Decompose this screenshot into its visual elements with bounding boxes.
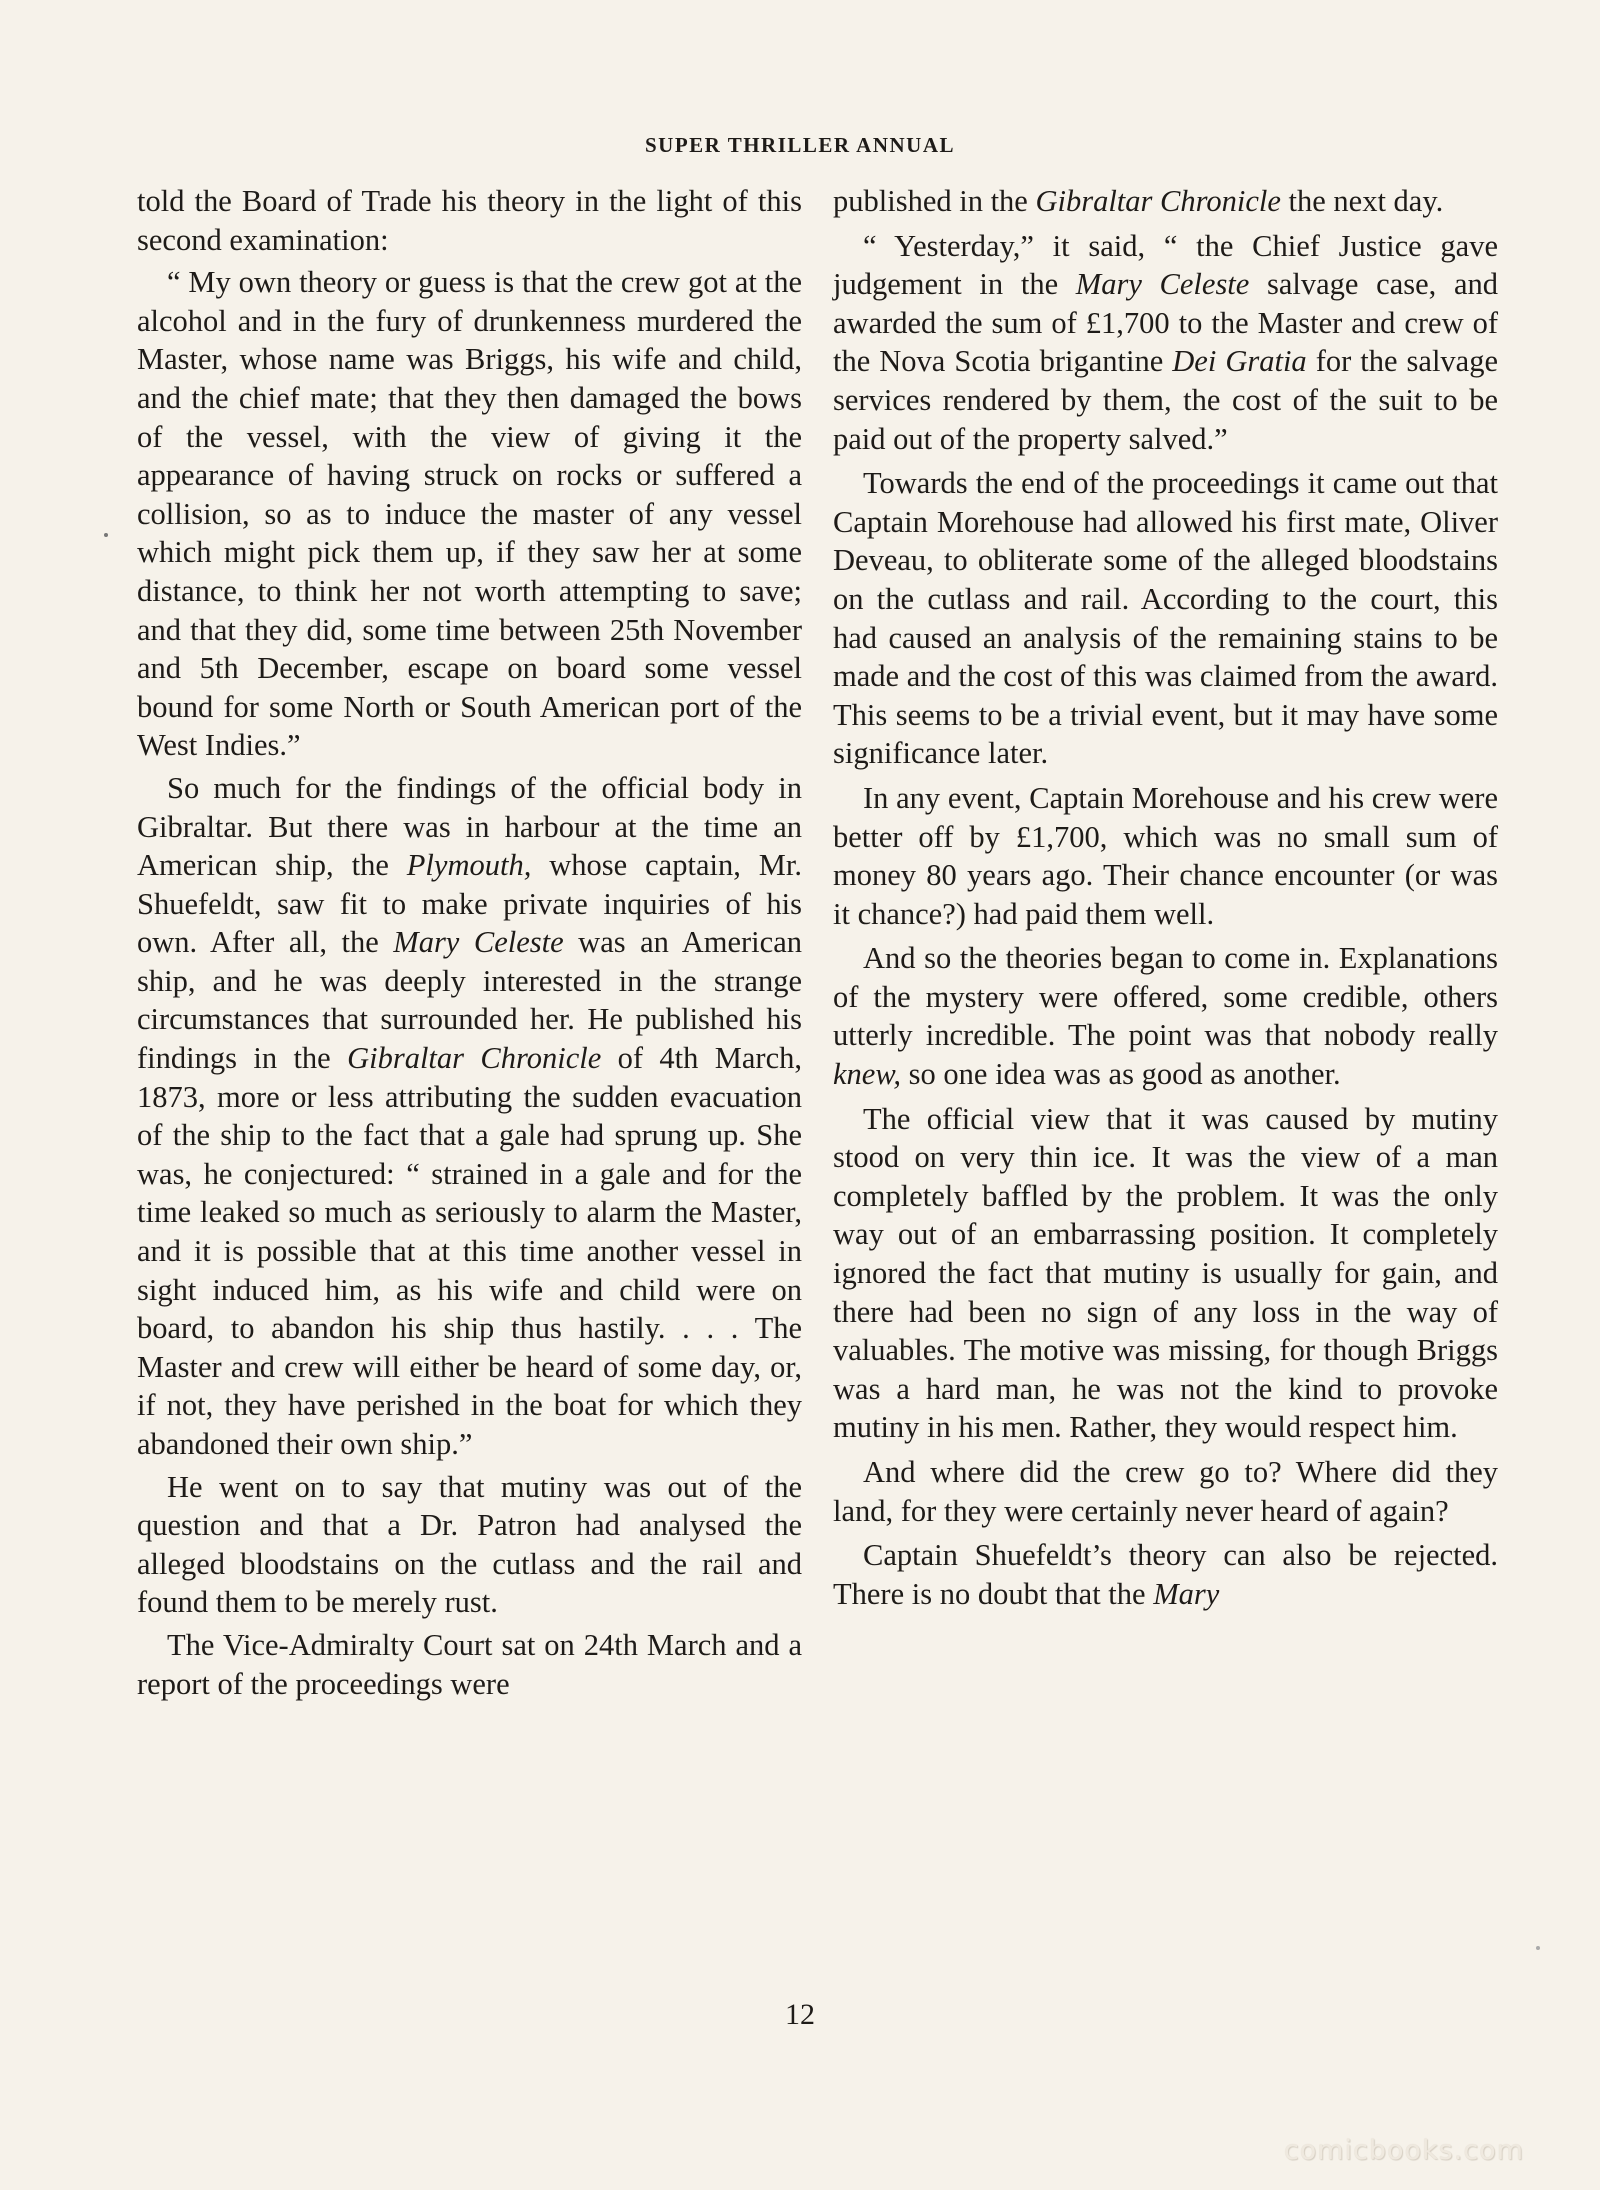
italic-title: knew, [833, 1057, 902, 1092]
watermark: comicbooks.com [1283, 2135, 1524, 2166]
text-run: told the Board of Trade his theory in the light of this second examination: [137, 184, 802, 257]
paragraph [137, 1626, 802, 1703]
right-column [833, 182, 1498, 1613]
print-speck [1536, 1946, 1540, 1950]
text-run: so one idea was as good as another. [901, 1057, 1341, 1092]
italic-title: Gibraltar Chronicle [347, 1041, 602, 1076]
page-number: 12 [785, 1998, 815, 2031]
text-run: whose captain, Mr. Shuefeldt, saw fit to make private inquiries of his own. After all, the [137, 848, 802, 960]
paragraph [137, 769, 802, 1464]
paragraph [833, 779, 1498, 933]
print-speck [104, 533, 108, 537]
italic-title: Plymouth, [406, 848, 532, 883]
italic-title: Mary Celeste [393, 925, 564, 960]
text-run: And where did the crew go to? Where did they land, for they were certainly never heard of again? [833, 1455, 1498, 1528]
text-run: the next day. [1280, 184, 1444, 218]
text-run: “ Yesterday,” it said, “ the Chief Justice gave judgement in the [833, 228, 1498, 302]
paragraph [833, 1536, 1498, 1613]
paragraph [137, 263, 802, 765]
italic-title: Dei Gratia [1172, 344, 1307, 379]
text-run: The Vice-Admiralty Court sat on 24th March and a report of the proceedings were [137, 1627, 802, 1701]
paragraph [833, 227, 1498, 459]
paragraph [833, 1453, 1498, 1530]
italic-title: Gibraltar Chronicle [1035, 184, 1281, 218]
text-run: And so the theories began to come in. Explanations of the mystery were offered, some credible, others utterly incredible. The point was that nobody really [833, 941, 1498, 1053]
text-run: for the salvage services rendered by them, the cost of the suit to be paid out of the property salved.” [833, 344, 1499, 456]
text-run: published in the [833, 184, 1036, 218]
text-run: salvage case, and awarded the sum of £1,700 to the Master and crew of the Nova Scotia brigantine [833, 267, 1498, 379]
paragraph [833, 464, 1498, 773]
text-run: He went on to say that mutiny was out of the question and that a Dr. Patron had analysed the alleged bloodstains on the cutlass and the rail and found them to be merely rust. [137, 1469, 802, 1620]
italic-title: Mary Celeste [1075, 267, 1250, 302]
text-run: The official view that it was caused by mutiny stood on very thin ice. It was the view of a man completely baffled by the problem. It was the only way out of an embarrassing position. It completely ignored the fact that mutiny is usually for gain, and there had been no sign of any loss in the way of valuables. The motive was missing, for though Briggs was a hard man, he was not the kind to provoke mutiny in his men. Rather, they would respect him. [833, 1101, 1498, 1445]
text-run: Towards the end of the proceedings it came out that Captain Morehouse had allowed his first mate, Oliver Deveau, to obliterate some of the alleged bloodstains on the cutlass and rail. According to the court, this had caused an analysis of the remaining stains to be made and the cost of this was claimed from the award. This seems to be a trivial event, but it may have some significance later. [833, 466, 1498, 771]
text-run: “ My own theory or guess is that the crew got at the alcohol and in the fury of drunkenness murdered the Master, whose name was Briggs, his wife and child, and the chief mate; that they then damaged the bows of the vessel, with the view of giving it the appearance of having struck on rocks or suffered a collision, so as to induce the master of any vessel which might pick them up, if they saw her at some distance, to think her not worth attempting to save; and that they did, some time between 25th November and 5th December, escape on board some vessel bound for some North or South American port of the West Indies.” [137, 265, 802, 763]
text-run: was an American ship, and he was deeply interested in the strange circumstances that surrounded her. He published his findings in the [137, 925, 802, 1076]
text-run: Captain Shuefeldt’s theory can also be rejected. There is no doubt that the [833, 1538, 1498, 1611]
left-column [137, 182, 802, 1703]
paragraph [833, 1100, 1498, 1447]
paragraph [833, 182, 1498, 221]
italic-title: Mary [1153, 1576, 1220, 1611]
text-run: In any event, Captain Morehouse and his crew were better off by £1,700, which was no small sum of money 80 years ago. Their chance encounter (or was it chance?) had paid them well. [833, 780, 1498, 931]
paragraph [833, 939, 1498, 1093]
paragraph [137, 1468, 802, 1622]
text-run: So much for the findings of the official body in Gibraltar. But there was in harbour at the time an American ship, the [137, 770, 802, 883]
running-head: SUPER THRILLER ANNUAL [644, 133, 955, 157]
paragraph [137, 182, 802, 259]
text-run: of 4th March, 1873, more or less attributing the sudden evacuation of the ship to the fact that a gale had sprung up. She was, he conjectured: “ strained in a gale and for the time leaked so much as seriously to alarm the Master, and it is possible that at this time another vessel in sight induced him, as his wife and child were on board, to abandon his ship thus hastily. . . . The Master and crew will either be heard of some day, or, if not, they have perished in the boat for which they abandoned their own ship.” [137, 1041, 802, 1461]
